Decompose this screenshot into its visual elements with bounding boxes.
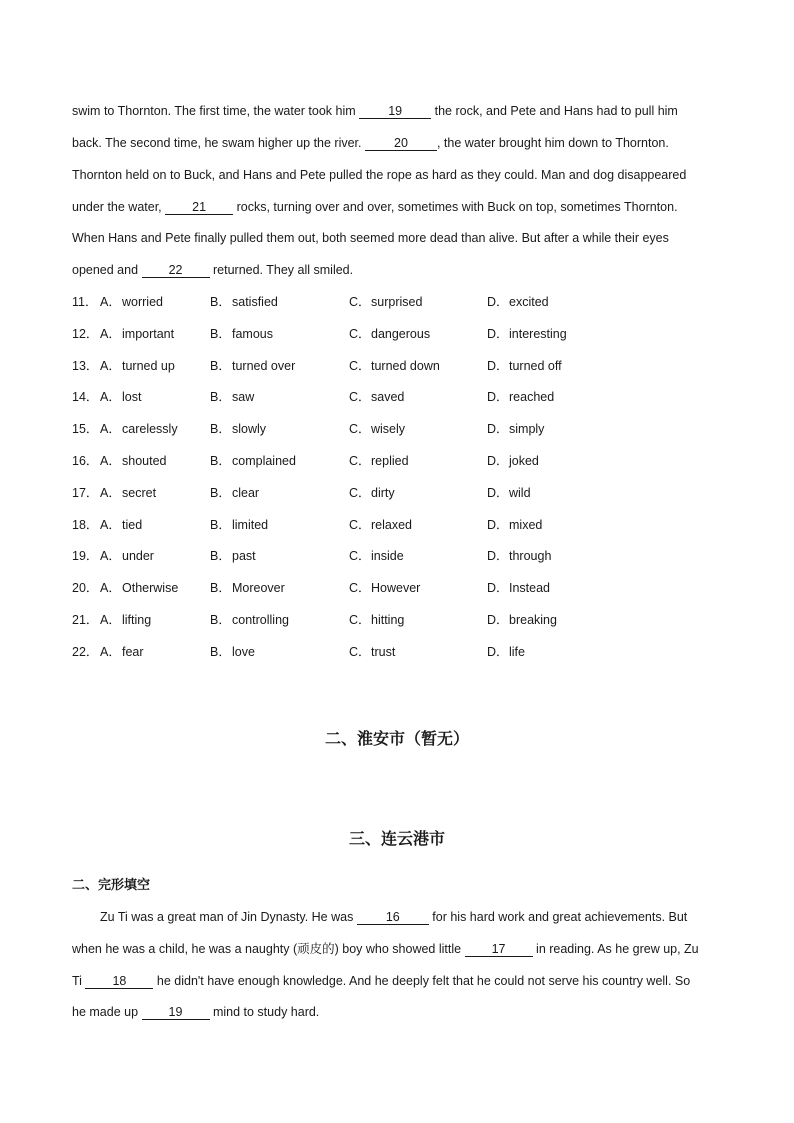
section-3-title: 三、连云港市 xyxy=(348,829,445,848)
passage-line: Zu Ti was a great man of Jin Dynasty. He was 16 for his hard work and great achievements. But xyxy=(100,910,688,924)
option-b: B．famous xyxy=(210,327,273,341)
option-c: C．saved xyxy=(349,390,405,404)
passage-line: opened and 22 returned. They all smiled. xyxy=(72,263,354,277)
option-a: A．fear xyxy=(100,645,144,659)
option-d: D．life xyxy=(487,645,525,659)
option-b: B．love xyxy=(210,645,255,659)
option-d: D．simply xyxy=(487,422,545,436)
answer-blank: 17 xyxy=(465,942,533,957)
question-number: 12． xyxy=(72,327,99,341)
question-number: 11． xyxy=(72,295,98,309)
answer-blank: 21 xyxy=(165,200,233,215)
option-c: C．trust xyxy=(349,645,396,659)
option-c: C．wisely xyxy=(349,422,406,436)
option-b: B．clear xyxy=(210,486,260,500)
question-row xyxy=(72,485,672,501)
option-d: D．interesting xyxy=(487,327,567,341)
option-d: D．reached xyxy=(487,390,555,404)
option-a: A．important xyxy=(100,327,175,341)
option-c: C．surprised xyxy=(349,295,423,309)
passage-line: Thornton held on to Buck, and Hans and Pete pulled the rope as hard as they could. Man and dog disappeared xyxy=(72,168,687,182)
question-row xyxy=(72,358,672,374)
passage-line: swim to Thornton. The first time, the water took him 19 the rock, and Pete and Hans had to pull him xyxy=(72,104,678,118)
cloze-subheading: 二、完形填空 xyxy=(72,878,151,893)
option-b: B．satisfied xyxy=(210,295,278,309)
answer-blank: 22 xyxy=(142,263,210,278)
option-b: B．Moreover xyxy=(210,581,285,595)
question-row xyxy=(72,421,672,437)
question-row xyxy=(72,517,672,533)
option-b: B．limited xyxy=(210,518,269,532)
answer-blank: 19 xyxy=(142,1005,210,1020)
passage-line: When Hans and Pete finally pulled them out, both seemed more dead than alive. But after a while their eyes xyxy=(72,231,669,245)
question-number: 22． xyxy=(72,645,99,659)
option-b: B．turned over xyxy=(210,359,296,373)
option-a: A．worried xyxy=(100,295,163,309)
option-d: D．turned off xyxy=(487,359,562,373)
passage-line: under the water, 21 rocks, turning over and over, sometimes with Buck on top, sometimes Thornton. xyxy=(72,200,678,214)
question-row xyxy=(72,548,672,564)
option-a: A．tied xyxy=(100,518,143,532)
option-c: C．inside xyxy=(349,549,404,563)
option-b: B．past xyxy=(210,549,256,563)
passage-line: Ti 18 he didn't have enough knowledge. And he deeply felt that he could not serve his country well. So xyxy=(72,974,691,988)
question-row xyxy=(72,326,672,342)
option-d: D．excited xyxy=(487,295,549,309)
option-c: C．dirty xyxy=(349,486,395,500)
question-number: 18． xyxy=(72,518,99,532)
option-c: C．replied xyxy=(349,454,409,468)
option-b: B．slowly xyxy=(210,422,267,436)
question-row xyxy=(72,389,672,405)
option-c: C．turned down xyxy=(349,359,440,373)
option-c: C．dangerous xyxy=(349,327,431,341)
option-d: D．through xyxy=(487,549,552,563)
question-number: 15． xyxy=(72,422,99,436)
question-number: 16． xyxy=(72,454,99,468)
option-a: A．lost xyxy=(100,390,142,404)
answer-blank: 18 xyxy=(85,974,153,989)
option-d: D．wild xyxy=(487,486,531,500)
option-d: D．mixed xyxy=(487,518,543,532)
option-d: D．breaking xyxy=(487,613,557,627)
question-number: 21． xyxy=(72,613,99,627)
answer-blank: 16 xyxy=(357,910,429,925)
question-row xyxy=(72,294,672,310)
question-number: 14． xyxy=(72,390,99,404)
option-a: A．secret xyxy=(100,486,157,500)
passage-line: when he was a child, he was a naughty (顽皮的) boy who showed little 17 in reading. As he grew up, Zu xyxy=(72,942,699,956)
option-c: C．hitting xyxy=(349,613,405,627)
question-number: 13． xyxy=(72,359,99,373)
passage-line: he made up 19 mind to study hard. xyxy=(72,1005,320,1019)
option-d: D．joked xyxy=(487,454,539,468)
option-a: A．turned up xyxy=(100,359,175,373)
section-2-title: 二、淮安市（暂无） xyxy=(324,729,469,748)
answer-blank: 19 xyxy=(359,104,431,119)
option-d: D．Instead xyxy=(487,581,551,595)
option-b: B．controlling xyxy=(210,613,289,627)
option-c: C．However xyxy=(349,581,421,595)
question-number: 20． xyxy=(72,581,99,595)
option-a: A．Otherwise xyxy=(100,581,179,595)
option-b: B．saw xyxy=(210,390,255,404)
question-number: 19． xyxy=(72,549,99,563)
option-a: A．under xyxy=(100,549,154,563)
passage-line: back. The second time, he swam higher up the river. 20 , the water brought him down to Thornton. xyxy=(72,136,669,150)
option-b: B．complained xyxy=(210,454,296,468)
question-row xyxy=(72,644,672,660)
question-row xyxy=(72,580,672,596)
option-a: A．carelessly xyxy=(100,422,178,436)
option-c: C．relaxed xyxy=(349,518,412,532)
question-number: 17． xyxy=(72,486,99,500)
option-a: A．lifting xyxy=(100,613,152,627)
question-row xyxy=(72,453,672,469)
answer-blank: 20 xyxy=(365,136,437,151)
option-a: A．shouted xyxy=(100,454,167,468)
question-row xyxy=(72,612,672,628)
